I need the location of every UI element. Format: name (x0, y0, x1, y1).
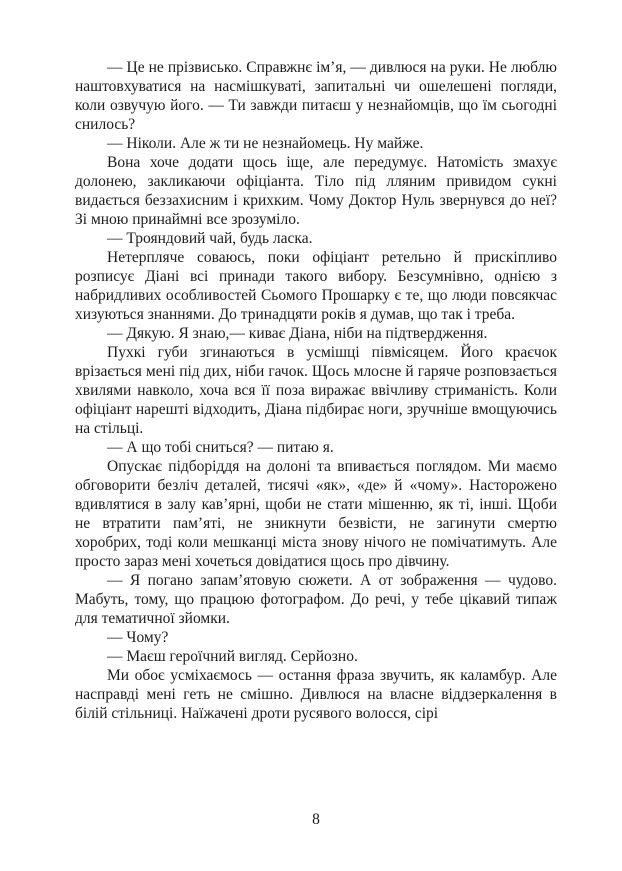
paragraph: Нетерпляче соваюсь, поки офіціант ретельно й прискіпливо розписує Діані всі принади такого вибору. Безсумнівно, однією з набридливих особливостей Сьомого Прошарку є те, що люди повсякчас хизуються знаннями. До тринадцяти років я думав, що так і треба. (75, 249, 557, 323)
paragraph: Пухкі губи згинаються в усмішці півмісяцем. Його краєчок врізається мені під дих, ніби гачок. Щось млосне й гаряче розповзається хвилями навколо, хоча вся її поза виражає ввічливу стриманість. Коли офіціант нарешті відходить, Діана підбирає ноги, зручніше вмощуючись на стільці. (75, 344, 557, 437)
paragraph: Ми обоє усміхаємось — остання фраза звучить, як каламбур. Але насправді мені геть не смішно. Дивлюся на власне віддзеркалення в білій стільниці. Наїжачені дроти русявого волосся, сірі (75, 667, 557, 722)
paragraph: — Маєш героїчний вигляд. Серйозно. (107, 648, 358, 665)
page-text (75, 58, 557, 723)
paragraph: — Ніколи. Але ж ти не незнайомець. Ну майже. (107, 135, 424, 152)
page-number: 8 (312, 811, 320, 828)
paragraph: — А що тобі сниться? — питаю я. (107, 439, 334, 456)
paragraph: — Це не прізвисько. Справжнє ім’я, — дивлюся на руки. Не люблю наштовхуватися на насмішкуваті, запитальні чи ошелешені погляди, коли озвучую його. — Ти завжди питаєш у незнайомців, що їм сьогодні снилось? (75, 59, 557, 133)
paragraph: — Я погано запам’ятовую сюжети. А от зображення — чудово. Мабуть, тому, що працюю фотографом. До речі, у тебе цікавий типаж для тематичної зйомки. (75, 572, 557, 627)
paragraph: — Трояндовий чай, будь ласка. (107, 230, 313, 247)
paragraph: — Дякую. Я знаю,— киває Діана, ніби на підтвердження. (107, 325, 488, 342)
paragraph: Опускає підборіддя на долоні та впивається поглядом. Ми маємо обговорити безліч деталей, тисячі «як», «де» й «чому». Насторожено вдивлятися в залу кав’ярні, щоби не стати мішенню, як ті, інші. Щоби не втратити пам’яті, не зникнути безвісти, не загинути смертю хоробрих, тоді коли мешканці міста знову нічого не помічатимуть. Але просто зараз мені хочеться довідатися щось про дівчину. (75, 458, 557, 570)
paragraph: Вона хоче додати щось іще, але передумує. Натомість змахує долонею, закликаючи офіціанта. Тіло під лляним привидом сукні видається беззахисним і крихким. Чому Доктор Нуль звернувся до неї? Зі мною принаймні все зрозуміло. (75, 154, 557, 228)
paragraph: — Чому? (107, 629, 169, 646)
